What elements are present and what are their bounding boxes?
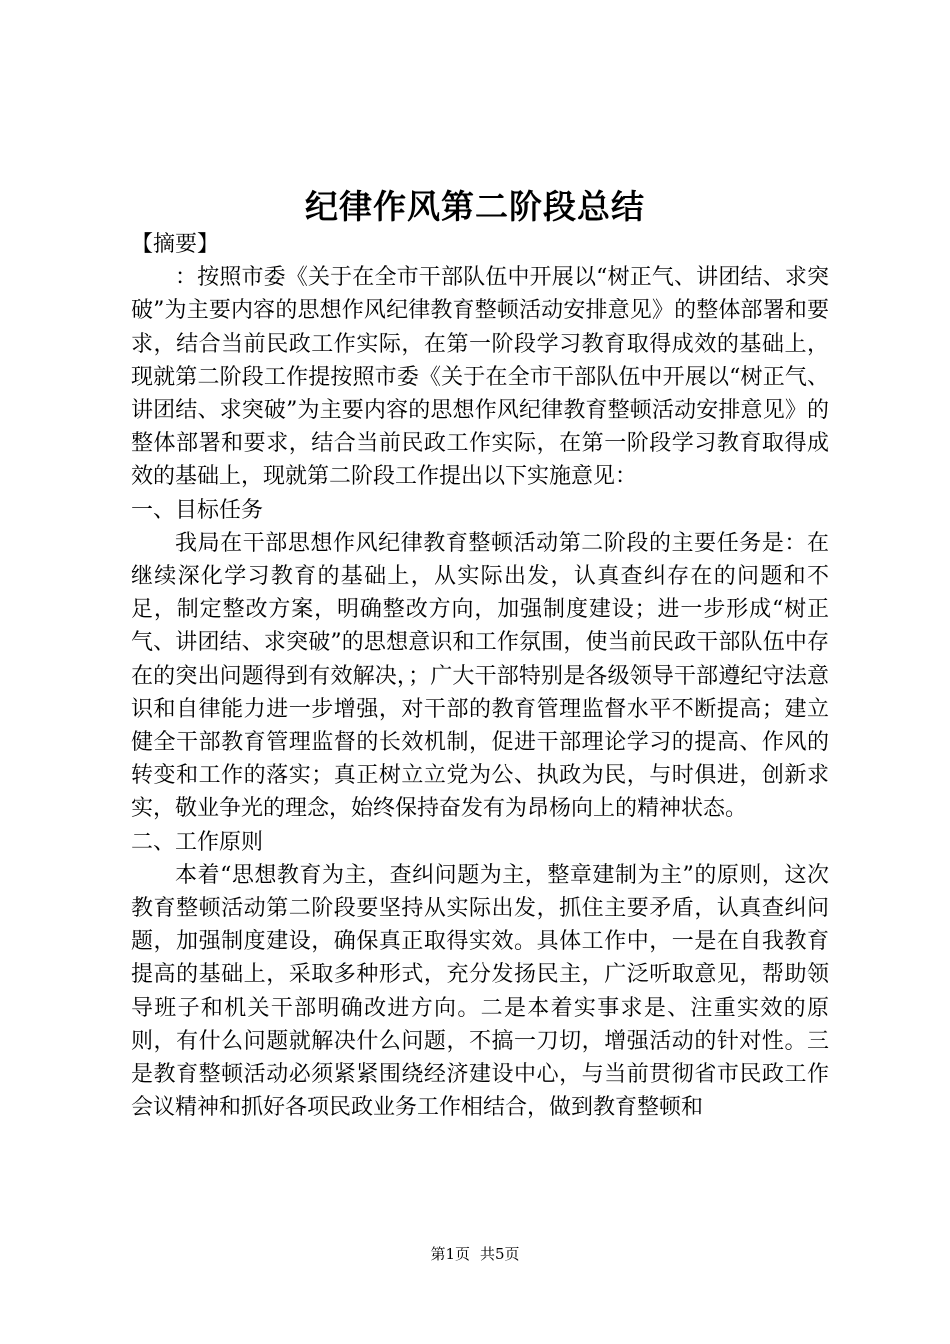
page-number-current: 第1页 <box>430 1245 470 1263</box>
principles-paragraph: 本着“思想教育为主，查纠问题为主，整章建制为主”的原则，这次教育整顿活动第二阶段要坚持从实际出发，抓住主要矛盾，认真查纠问题，加强制度建设，确保真正取得实效。具体工作中，一是在自我教育提高的基础上，采取多种形式，充分发扬民主，广泛听取意见，帮助领导班子和机关干部明确改进方向。二是本着实事求是、注重实效的原则，有什么问题就解决什么问题，不搞一刀切，增强活动的针对性。三是教育整顿活动必须紧紧围绕经济建设中心，与当前贯彻省市民政工作会议精神和抓好各项民政业务工作相结合，做到教育整顿和 <box>131 862 829 1121</box>
abstract-label: 【摘要】 <box>131 232 220 257</box>
document-body <box>131 228 829 1124</box>
section-heading-principles: 二、工作原则 <box>131 829 264 855</box>
abstract-paragraph: ：按照市委《关于在全市干部队伍中开展以“树正气、讲团结、求突破”为主要内容的思想作风纪律教育整顿活动安排意见》的整体部署和要求，结合当前民政工作实际，在第一阶段学习教育取得成效的基础上，现就第二阶段工作提按照市委《关于在全市干部队伍中开展以“树正气、讲团结、求突破”为主要内容的思想作风纪律教育整顿活动安排意见》的整体部署和要求，结合当前民政工作实际，在第一阶段学习教育取得成效的基础上，现就第二阶段工作提出以下实施意见： <box>131 265 829 490</box>
document-title: 纪律作风第二阶段总结 <box>305 187 645 226</box>
page-footer <box>0 1244 950 1264</box>
goals-paragraph: 我局在干部思想作风纪律教育整顿活动第二阶段的主要任务是：在继续深化学习教育的基础上，从实际出发，认真查纠存在的问题和不足，制定整改方案，明确整改方向，加强制度建设；进一步形成“树正气、讲团结、求突破”的思想意识和工作氛围，使当前民政干部队伍中存在的突出问题得到有效解决，；广大干部特别是各级领导干部遵纪守法意识和自律能力进一步增强，对干部的教育管理监督水平不断提高；建立健全干部教育管理监督的长效机制，促进干部理论学习的提高、作风的转变和工作的落实；真正树立立党为公、执政为民，与时俱进，创新求实，敬业争光的理念，始终保持奋发有为昂杨向上的精神状态。 <box>131 530 829 822</box>
section-heading-goals: 一、目标任务 <box>131 497 264 523</box>
page-number-total: 共5页 <box>480 1245 520 1263</box>
